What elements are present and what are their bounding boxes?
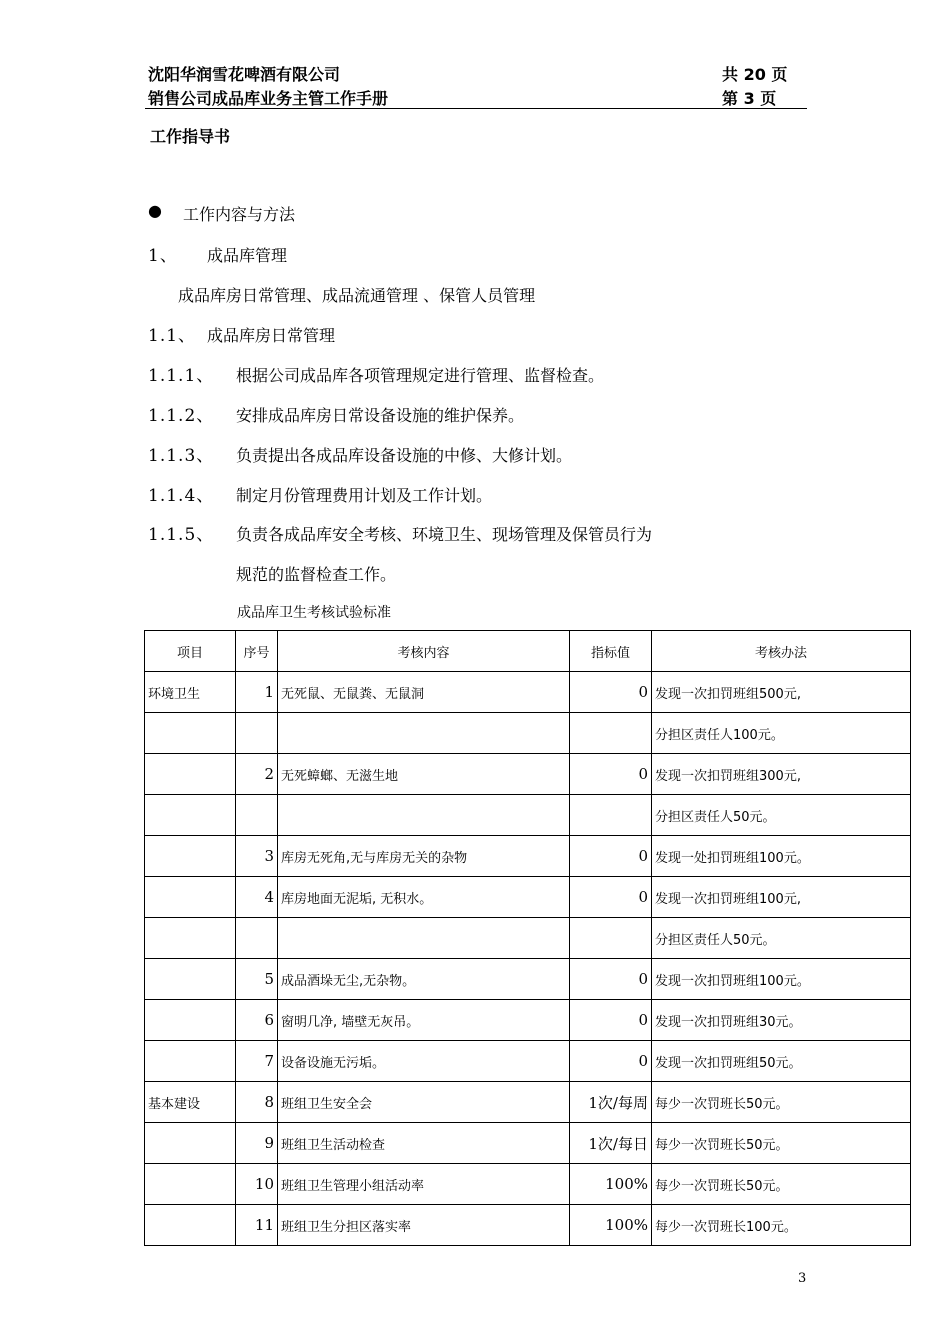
cell-content: 无死蟑螂、无滋生地: [278, 754, 570, 795]
header-target: 指标值: [570, 631, 652, 672]
cell-method: 每少一次罚班长100元。: [652, 1205, 911, 1246]
cell-content: 窗明几净, 墙壁无灰吊。: [278, 1000, 570, 1041]
table-row: [145, 672, 911, 713]
cell-method: 发现一次扣罚班组100元,: [652, 877, 911, 918]
item-number: 1.1.2、: [148, 406, 215, 426]
item-number: 1.1.4、: [148, 486, 215, 506]
hygiene-standard-table: [144, 630, 911, 1246]
cell-target: 1次/每周: [570, 1082, 652, 1123]
section-1-1-title: 成品库房日常管理: [207, 326, 336, 345]
section-1-1-number: 1.1、: [148, 326, 197, 346]
cell-target: [570, 918, 652, 959]
cell-item: 基本建设: [145, 1082, 236, 1123]
header-method: 考核办法: [652, 631, 911, 672]
cell-item: [145, 713, 236, 754]
cell-method: 分担区责任人50元。: [652, 795, 911, 836]
cell-seq: [236, 795, 278, 836]
cell-target: 100%: [570, 1164, 652, 1205]
header-page: 第 3 页: [722, 89, 777, 108]
cell-content: [278, 918, 570, 959]
cell-target: 0: [570, 672, 652, 713]
cell-content: 库房地面无泥垢, 无积水。: [278, 877, 570, 918]
header-company: 沈阳华润雪花啤酒有限公司: [148, 65, 341, 84]
cell-content: 库房无死角,无与库房无关的杂物: [278, 836, 570, 877]
cell-seq: [236, 918, 278, 959]
item-text-continued: 规范的监督检查工作。: [236, 565, 397, 584]
cell-target: 0: [570, 1041, 652, 1082]
cell-target: 0: [570, 754, 652, 795]
item-number: 1.1.1、: [148, 366, 215, 386]
cell-method: 每少一次罚班长50元。: [652, 1164, 911, 1205]
cell-method: 发现一次扣罚班组300元,: [652, 754, 911, 795]
cell-seq: 11: [236, 1205, 278, 1246]
table-row: [145, 877, 911, 918]
cell-item: 环境卫生: [145, 672, 236, 713]
table-row: [145, 836, 911, 877]
item-text: 安排成品库房日常设备设施的维护保养。: [236, 406, 525, 425]
cell-item: [145, 1205, 236, 1246]
cell-target: [570, 713, 652, 754]
header-total-pages: 共 20 页: [722, 65, 788, 84]
cell-content: [278, 713, 570, 754]
section-1-title: 成品库管理: [207, 246, 288, 265]
page-number: 3: [798, 1271, 807, 1286]
cell-content: 成品酒垛无尘,无杂物。: [278, 959, 570, 1000]
cell-content: [278, 795, 570, 836]
cell-target: 1次/每日: [570, 1123, 652, 1164]
table-row: [145, 959, 911, 1000]
table-row: [145, 754, 911, 795]
cell-seq: 7: [236, 1041, 278, 1082]
cell-item: [145, 795, 236, 836]
cell-seq: 6: [236, 1000, 278, 1041]
section-title: 工作内容与方法: [183, 205, 296, 224]
cell-content: 班组卫生活动检查: [278, 1123, 570, 1164]
cell-target: 0: [570, 836, 652, 877]
cell-item: [145, 877, 236, 918]
cell-item: [145, 1041, 236, 1082]
cell-target: [570, 795, 652, 836]
cell-method: 发现一次扣罚班组30元。: [652, 1000, 911, 1041]
table-row: [145, 1041, 911, 1082]
cell-item: [145, 959, 236, 1000]
table-row: [145, 713, 911, 754]
item-text: 负责提出各成品库设备设施的中修、大修计划。: [236, 446, 573, 465]
item-number: 1.1.5、: [148, 525, 215, 545]
cell-content: 设备设施无污垢。: [278, 1041, 570, 1082]
cell-seq: 9: [236, 1123, 278, 1164]
cell-target: 0: [570, 877, 652, 918]
table-header-row: [145, 631, 911, 672]
cell-seq: 5: [236, 959, 278, 1000]
header-seq: 序号: [236, 631, 278, 672]
cell-method: 发现一次扣罚班组500元,: [652, 672, 911, 713]
doc-title: 工作指导书: [150, 127, 231, 146]
cell-item: [145, 1164, 236, 1205]
cell-target: 100%: [570, 1205, 652, 1246]
table-row: [145, 1164, 911, 1205]
cell-target: 0: [570, 959, 652, 1000]
cell-item: [145, 1000, 236, 1041]
cell-method: 发现一次扣罚班组50元。: [652, 1041, 911, 1082]
table-row: [145, 795, 911, 836]
cell-item: [145, 754, 236, 795]
header-rule: [145, 108, 807, 109]
table-row: [145, 918, 911, 959]
cell-method: 每少一次罚班长50元。: [652, 1123, 911, 1164]
item-text: 制定月份管理费用计划及工作计划。: [236, 486, 493, 505]
header-content: 考核内容: [278, 631, 570, 672]
cell-seq: 4: [236, 877, 278, 918]
cell-seq: 8: [236, 1082, 278, 1123]
table-row: [145, 1082, 911, 1123]
cell-content: 班组卫生分担区落实率: [278, 1205, 570, 1246]
table-row: [145, 1123, 911, 1164]
cell-method: 发现一处扣罚班组100元。: [652, 836, 911, 877]
cell-item: [145, 1123, 236, 1164]
cell-content: 无死鼠、无鼠粪、无鼠洞: [278, 672, 570, 713]
cell-method: 每少一次罚班长50元。: [652, 1082, 911, 1123]
cell-seq: [236, 713, 278, 754]
cell-target: 0: [570, 1000, 652, 1041]
cell-seq: 10: [236, 1164, 278, 1205]
table-caption: 成品库卫生考核试验标准: [237, 605, 391, 621]
header-manual-title: 销售公司成品库业务主管工作手册: [148, 89, 389, 108]
cell-method: 分担区责任人100元。: [652, 713, 911, 754]
bullet-icon: ●: [148, 201, 162, 220]
cell-content: 班组卫生安全会: [278, 1082, 570, 1123]
cell-item: [145, 918, 236, 959]
cell-seq: 2: [236, 754, 278, 795]
section-1-number: 1、: [148, 246, 178, 266]
table-row: [145, 1000, 911, 1041]
item-text: 根据公司成品库各项管理规定进行管理、监督检查。: [236, 366, 605, 385]
header-item: 项目: [145, 631, 236, 672]
item-text: 负责各成品库安全考核、环境卫生、现场管理及保管员行为: [236, 525, 653, 544]
cell-content: 班组卫生管理小组活动率: [278, 1164, 570, 1205]
cell-seq: 1: [236, 672, 278, 713]
section-1-summary: 成品库房日常管理、成品流通管理 、保管人员管理: [178, 286, 536, 305]
cell-method: 发现一次扣罚班组100元。: [652, 959, 911, 1000]
cell-item: [145, 836, 236, 877]
table-row: [145, 1205, 911, 1246]
cell-seq: 3: [236, 836, 278, 877]
cell-method: 分担区责任人50元。: [652, 918, 911, 959]
item-number: 1.1.3、: [148, 446, 215, 466]
